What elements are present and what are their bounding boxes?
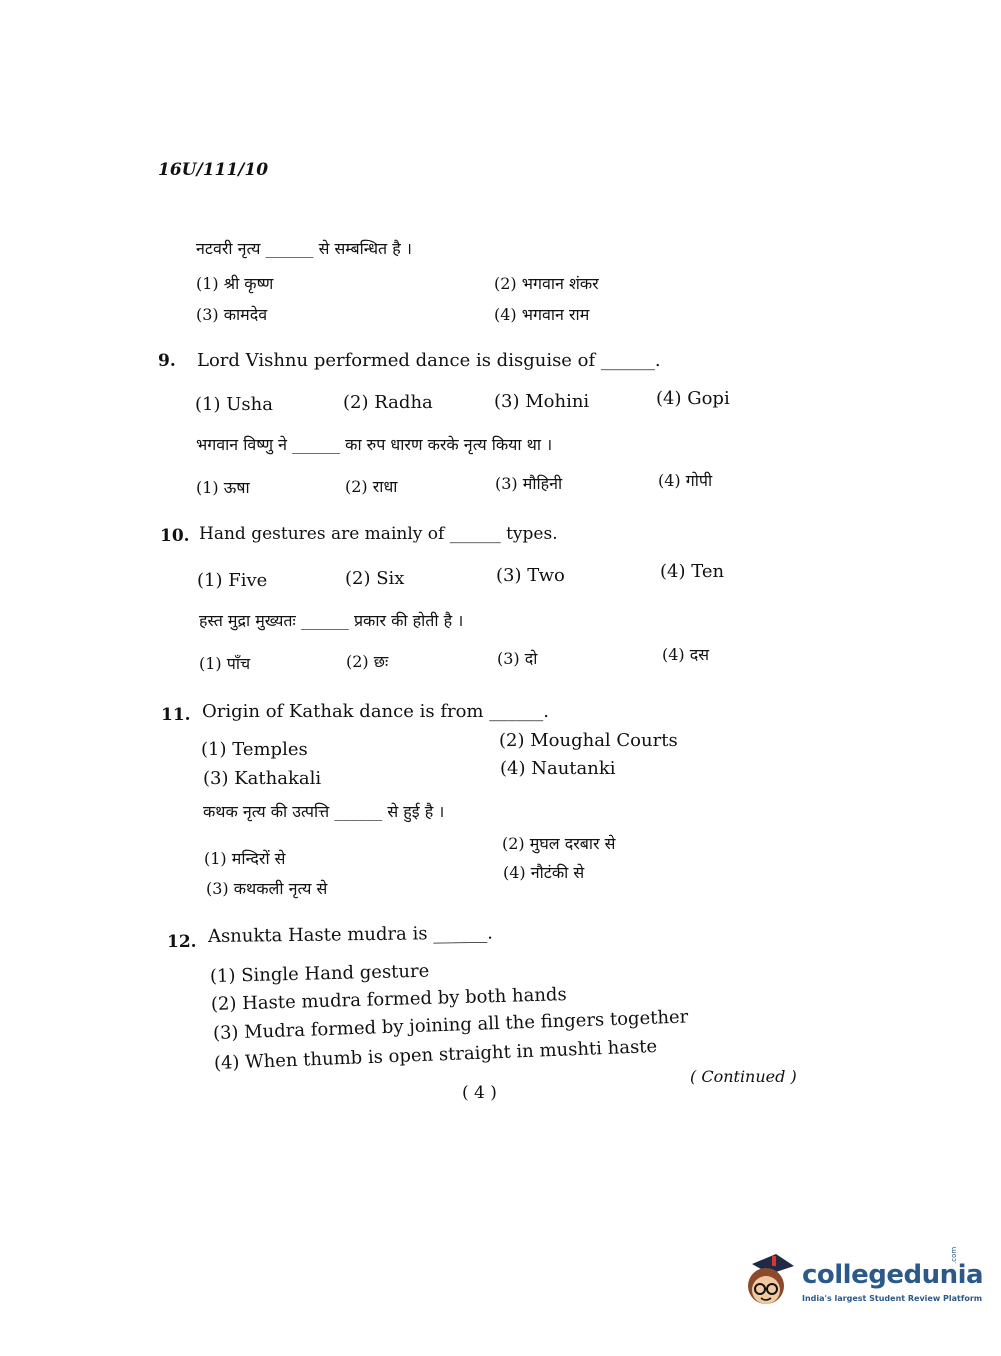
q9-option-1: (1) Usha <box>195 394 273 415</box>
q9-option-4: (4) Gopi <box>656 388 730 409</box>
q9-hindi-option-3: (3) मौहिनी <box>495 474 563 493</box>
q11-number: 11. <box>161 705 191 725</box>
q10-stem: Hand gestures are mainly of ______ types. <box>199 524 558 544</box>
q10-number: 10. <box>160 526 190 546</box>
q10-hindi-option-3: (3) दो <box>497 649 538 668</box>
page-number: ( 4 ) <box>462 1083 497 1103</box>
logo-name: collegedunia <box>802 1260 984 1290</box>
q9-hindi-option-2: (2) राधा <box>345 477 398 496</box>
q10-hindi-option-1: (1) पाँच <box>199 654 251 673</box>
logo-com: .com <box>950 1246 958 1264</box>
q9-number: 9. <box>158 351 176 371</box>
q9-option-3: (3) Mohini <box>494 391 590 412</box>
q9-option-2: (2) Radha <box>343 392 433 413</box>
q12-stem: Asnukta Haste mudra is ______. <box>207 922 494 947</box>
q9-stem: Lord Vishnu performed dance is disguise of ______. <box>197 350 661 371</box>
q11-hindi-option-3: (3) कथकली नृत्य से <box>206 879 328 898</box>
q11-option-3: (3) Kathakali <box>203 768 322 789</box>
paper-code: 16U/111/10 <box>158 160 269 180</box>
q10-hindi-option-2: (2) छः <box>346 652 389 671</box>
q9-hindi-option-4: (4) गोपी <box>658 471 713 490</box>
q12-number: 12. <box>167 932 197 952</box>
continued-label: ( Continued ) <box>690 1067 797 1086</box>
q8-hindi-stem: नटवरी नृत्य ______ से सम्बन्धित है । <box>196 239 412 258</box>
q11-hindi-option-4: (4) नौटंकी से <box>503 863 585 882</box>
q12-option-4: (4) When thumb is open straight in mushti haste <box>213 1035 658 1074</box>
q12-option-1: (1) Single Hand gesture <box>209 960 430 987</box>
q8-hindi-option-1: (1) श्री कृष्ण <box>196 274 274 293</box>
q12-option-3: (3) Mudra formed by joining all the fingers together <box>212 1006 689 1044</box>
q12-option-2: (2) Haste mudra formed by both hands <box>210 984 567 1015</box>
q11-hindi-option-1: (1) मन्दिरों से <box>204 849 286 868</box>
q8-hindi-option-2: (2) भगवान शंकर <box>494 274 599 293</box>
q9-hindi-option-1: (1) ऊषा <box>196 478 250 497</box>
q10-hindi-stem: हस्त मुद्रा मुख्यतः ______ प्रकार की होती है । <box>199 611 464 630</box>
q10-option-2: (2) Six <box>345 568 405 589</box>
q11-option-1: (1) Temples <box>201 739 308 760</box>
q11-hindi-stem: कथक नृत्य की उत्पत्ति ______ से हुई है । <box>203 802 445 821</box>
mascot-icon <box>742 1252 798 1312</box>
q11-option-4: (4) Nautanki <box>500 758 616 779</box>
q9-hindi-stem: भगवान विष्णु ने ______ का रुप धारण करके नृत्य किया था । <box>196 435 553 454</box>
q11-option-2: (2) Moughal Courts <box>499 730 678 751</box>
q8-hindi-option-4: (4) भगवान राम <box>494 305 590 324</box>
q10-option-3: (3) Two <box>496 565 565 586</box>
collegedunia-logo <box>742 1246 984 1312</box>
q10-hindi-option-4: (4) दस <box>662 645 710 664</box>
q11-hindi-option-2: (2) मुघल दरबार से <box>502 834 616 853</box>
q8-hindi-option-3: (3) कामदेव <box>196 305 268 324</box>
q10-option-1: (1) Five <box>197 570 268 591</box>
q10-option-4: (4) Ten <box>660 561 725 582</box>
logo-tagline: India's largest Student Review Platform <box>802 1294 983 1303</box>
q11-stem: Origin of Kathak dance is from ______. <box>202 701 549 722</box>
